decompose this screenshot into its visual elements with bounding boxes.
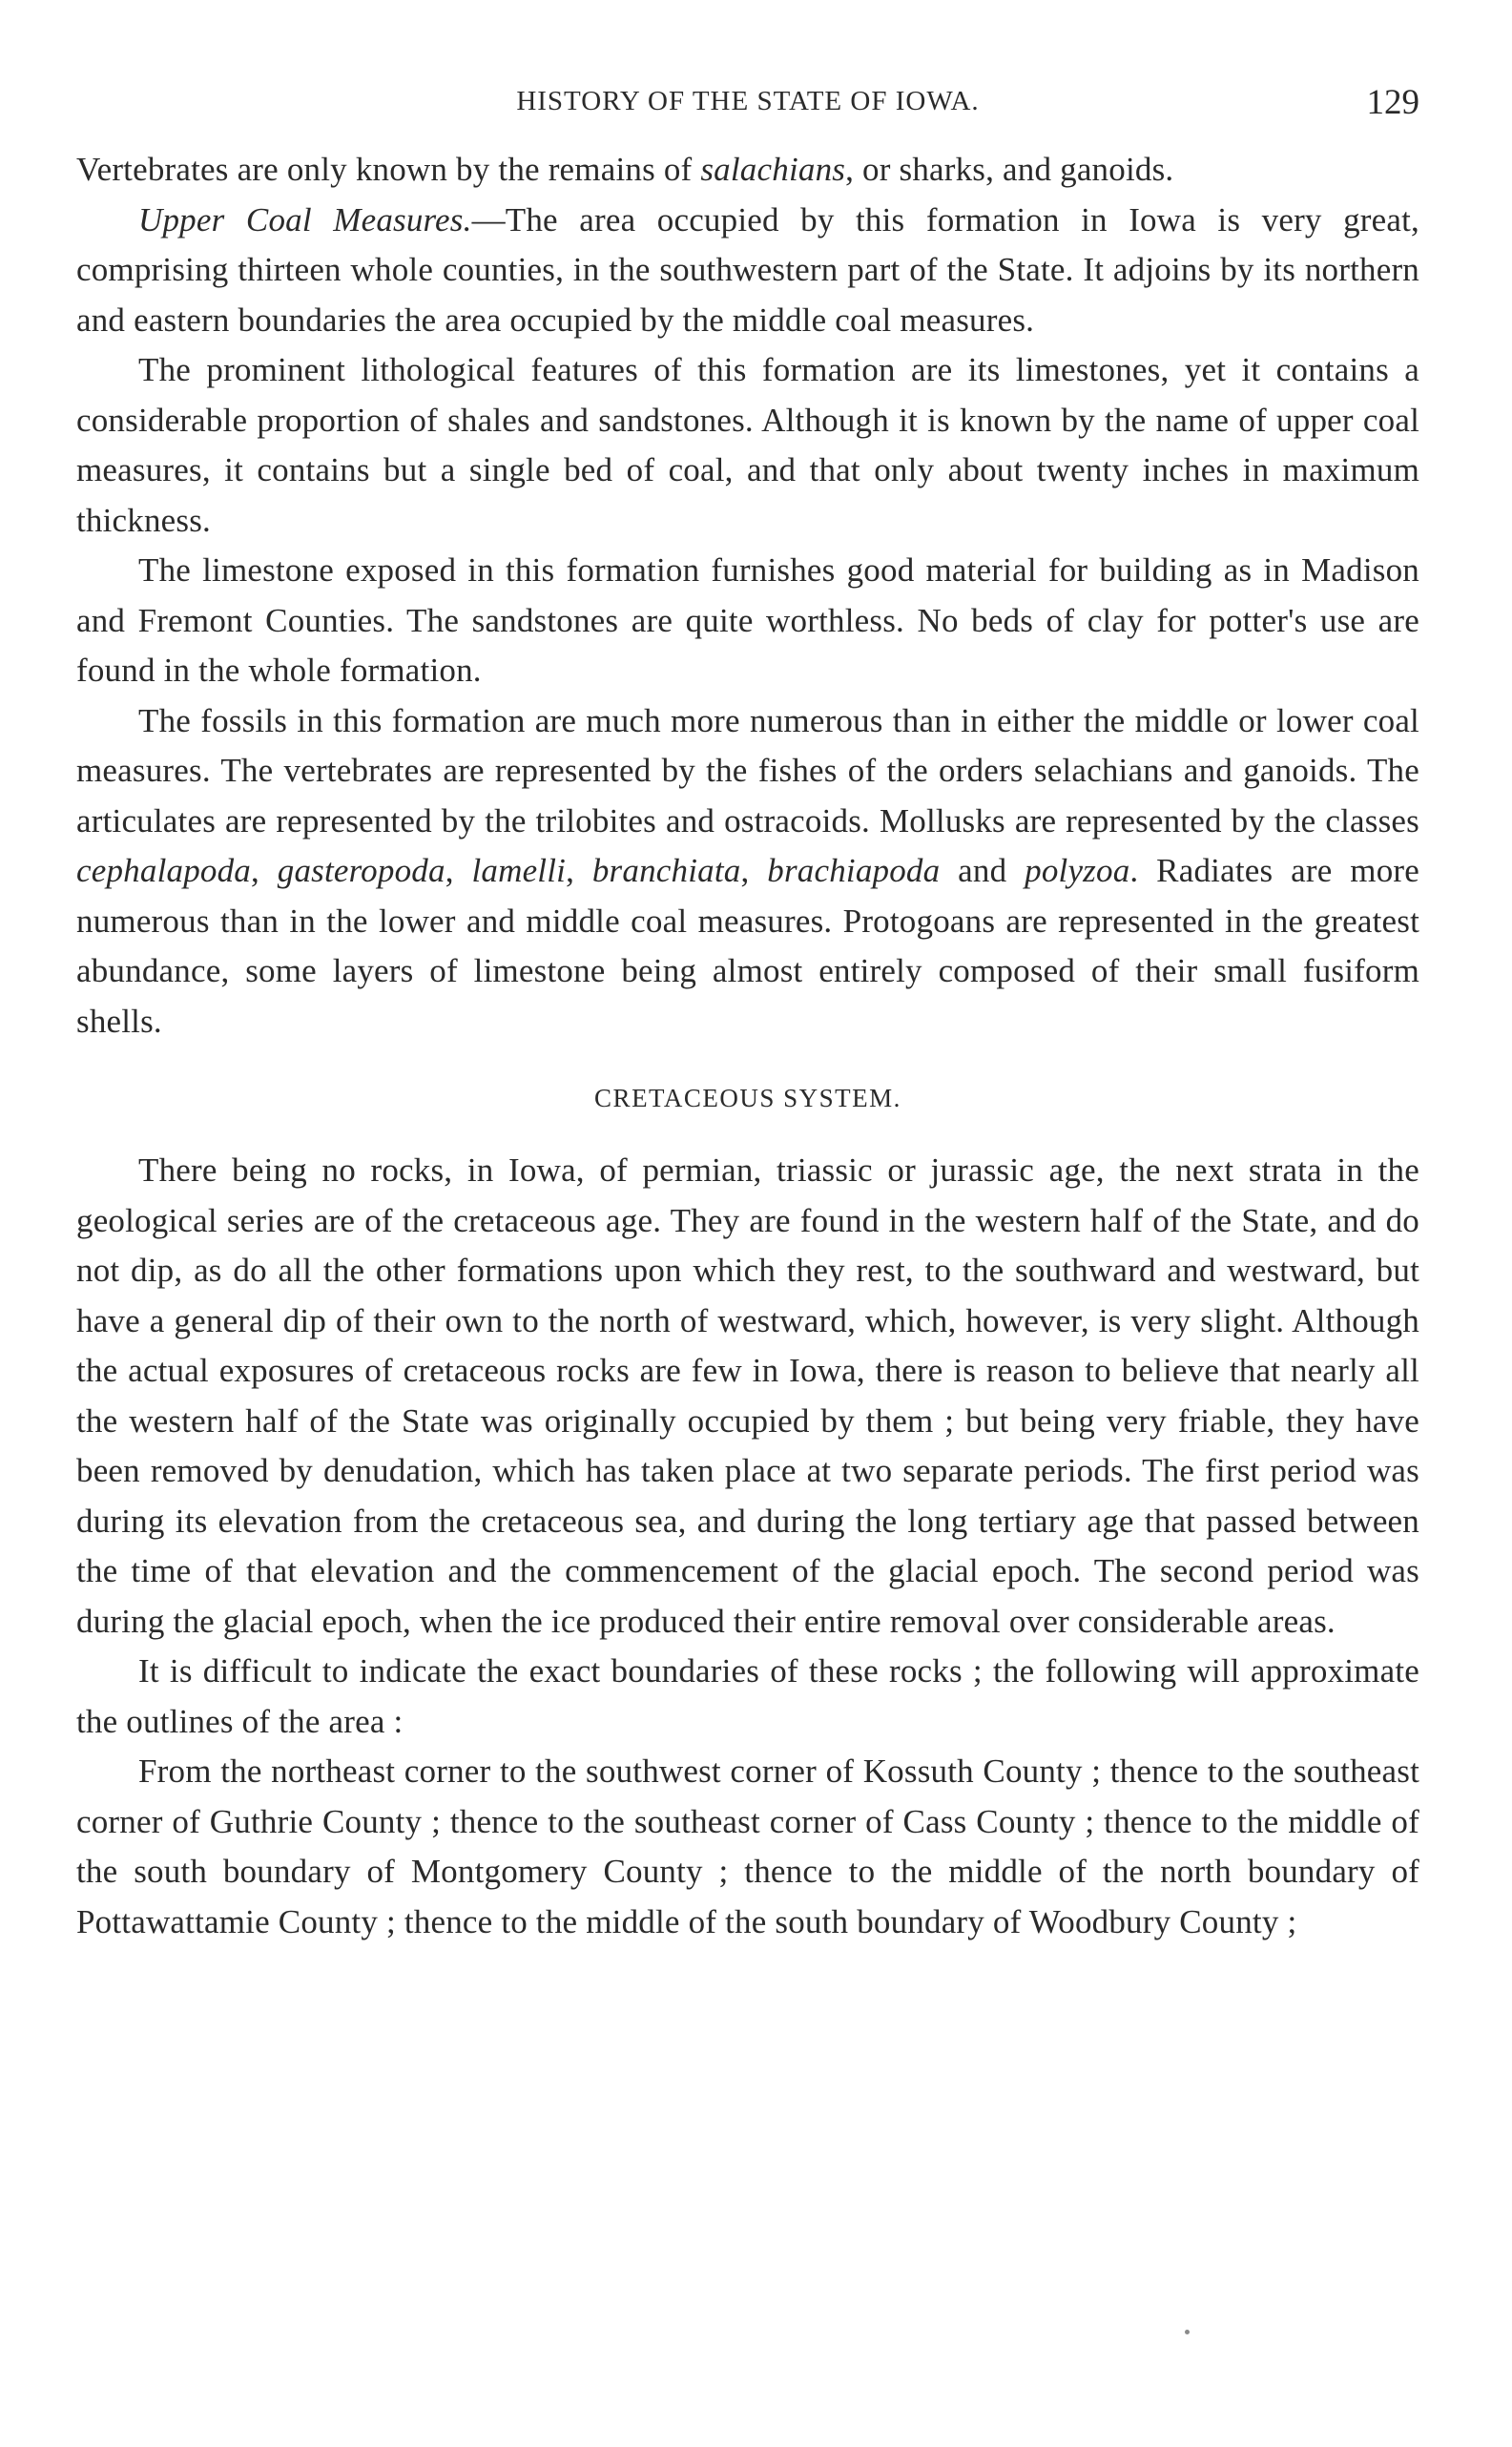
paragraph-boundaries: It is difficult to indicate the exact boundaries of these rocks ; the following will approximate the outlines of the area : [76,1652,1419,1740]
book-page [76,82,1419,1947]
running-head [76,82,1419,132]
running-title: HISTORY OF THE STATE OF IOWA. [516,86,980,116]
paragraph-outline-counties: From the northeast corner to the southwest corner of Kossuth County ; thence to the southeast corner of Guthrie County ; thence to the southeast corner of Cass County ; thence to the middle of the south boundary of Montgomery County ; thence to the middle of the north boundary of Pottawattamie County ; thence to the middle of the south boundary of Woodbury County ; [76,1752,1419,1940]
section-heading-cretaceous: CRETACEOUS SYSTEM. [594,1084,901,1112]
italic-term: brachiapoda [767,852,941,889]
body-text [76,145,1419,1947]
italic-term: gasteropoda [277,852,445,889]
paragraph-cretaceous-age: There being no rocks, in Iowa, of permian, triassic or jurassic age, the next strata in the geological series are of the cretaceous age. They are found in the western half of the State, and do not dip, as do all the other formations upon which they rest, to the southward and westward, but have a general dip of their own to the north of westward, which, however, is very slight. Although the actual exposures of cretaceous rocks are few in Iowa, there is reason to believe that nearly all the western half of the State was originally occupied by them ; but being very friable, they have been removed by denudation, which has taken place at two separate periods. The first period was during its elevation from the cretaceous sea, and during the long tertiary age that passed between the time of that elevation and the commencement of the glacial epoch. The second period was during the glacial epoch, when the ice produced their entire removal over considerable areas. [76,1151,1419,1640]
paragraph-limestone: The limestone exposed in this formation furnishes good material for building as in Madison and Fremont Counties. The sandstones are quite worthless. No beds of clay for potter's use are found in the whole formation. [76,551,1419,689]
text-run: Vertebrates are only known by the remains of [76,151,701,188]
paper-speck [1185,2330,1190,2334]
text-run: —The area occupied by this formation in Iowa is very great, comprising thirteen whole counties, in the southwestern part of the State. It adjoins by its northern and eastern boundaries the area occupied by the middle coal measures. [76,200,1419,339]
text-run: , [566,852,592,889]
text-run: The fossils in this formation are much more numerous than in either the middle or lower coal measures. The vertebrates are represented by the fishes of the orders selachians and ganoids. The articulates are represented by the trilobites and ostracoids. Mollusks are represented by the classes [76,701,1419,840]
text-run: , [251,852,278,889]
italic-term: branchiata [591,852,741,889]
text-run: and [940,852,1025,889]
text-run: , [740,852,768,889]
italic-term: lamelli [471,852,567,889]
text-run: , [445,852,472,889]
paragraph-upper-coal-measures [76,196,1419,346]
italic-heading: Upper Coal Measures. [138,200,472,238]
text-run: . Radiates are more numerous than in the lower and middle coal measures. Protogoans are represented in the greatest abundance, some layers of limestone being almost entirely composed of their small fusiform shells. [76,852,1419,1040]
italic-term: salachians [700,151,846,188]
paragraph-vertebrates [76,145,1419,196]
text-run: , or sharks, and ganoids. [845,151,1174,188]
paragraph-fossils [76,696,1419,1047]
page-number: 129 [1366,83,1419,122]
paragraph-lithological-features: The prominent lithological features of this formation are its limestones, yet it contains a considerable proportion of shales and sandstones. Although it is known by the name of upper coal measures, it contains but a single bed of coal, and that only about twenty inches in maximum thickness. [76,351,1419,539]
italic-term: polyzoa [1025,852,1130,889]
italic-term: cephalapoda [76,852,251,889]
